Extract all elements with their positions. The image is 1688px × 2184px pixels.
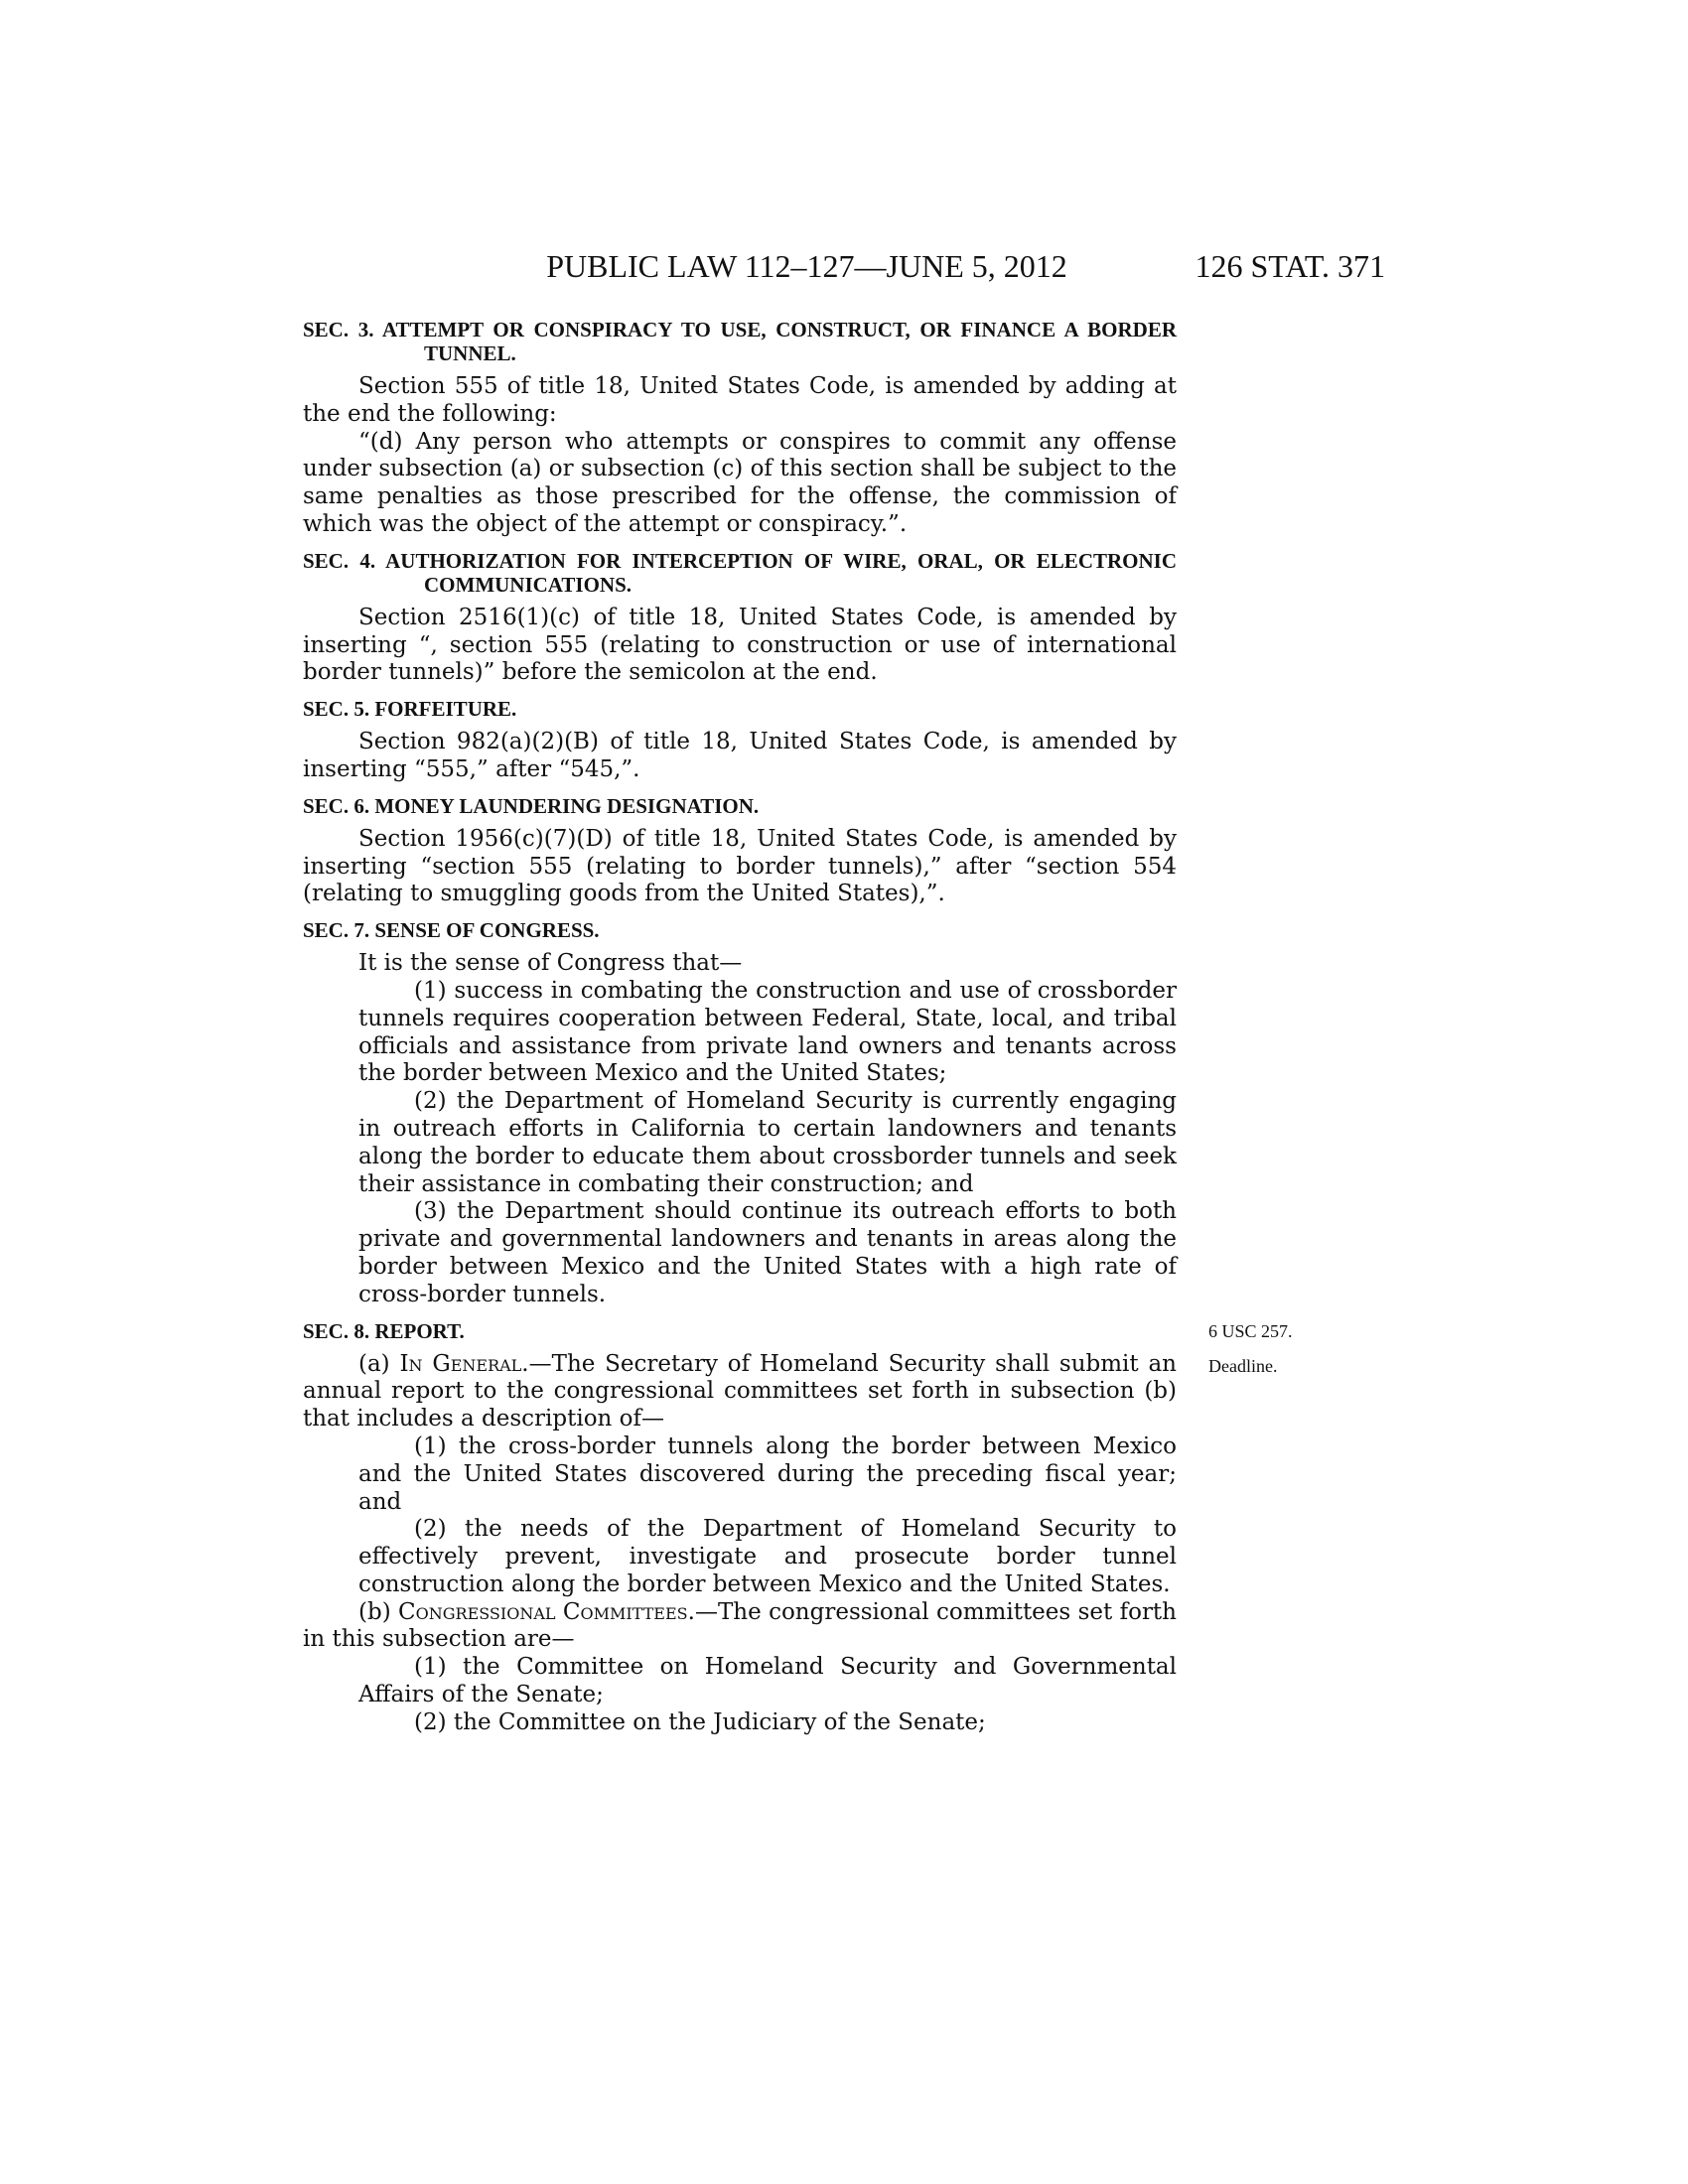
subsection-label: (b) [358,1598,399,1625]
section-6 [303,794,1177,908]
section-3 [303,318,1177,539]
list-item: (1) the cross-border tunnels along the border between Mexico and the United States discovered during the preceding fiscal year; and [358,1433,1177,1515]
subsection-text: .—The Secretary of Homeland Security shall submit an annual report to the congressional committees set forth in subsection (b) that includes a description of— [303,1350,1177,1433]
list-item: (1) the Committee on Homeland Security and Governmental Affairs of the Senate; [358,1654,1177,1708]
subsection-text: .—The congressional committees set forth in this subsection are— [303,1598,1177,1653]
section-4 [303,549,1177,687]
running-head-title: PUBLIC LAW 112–127—JUNE 5, 2012 [546,248,1067,284]
list-item: (2) the needs of the Department of Homeland Security to effectively prevent, investigate and prosecute border tunnel construction along the border between Mexico and the United States. [358,1516,1177,1597]
subsection-caption: In General [399,1350,522,1377]
subsection-label: (a) [358,1350,400,1377]
running-head [303,246,1385,286]
section-heading: SEC. 8. REPORT. [303,1318,465,1343]
section-7 [303,918,1177,1308]
section-5 [303,697,1177,784]
list-item: (3) the Department should continue its outreach efforts to both private and governmental landowners and tenants in areas along the border between Mexico and the United States with a high rate of cross-border tunnels. [358,1198,1177,1307]
subsection-caption: Congressional Committees [398,1598,688,1625]
section-paragraph: Section 2516(1)(c) of title 18, United States Code, is amended by inserting “, section 555 (relating to construction or use of international border tunnels)” before the semicolon at the end. [303,604,1177,686]
list-item: (2) the Department of Homeland Security is currently engaging in outreach efforts in California to certain landowners and tenants along the border to educate them about crossborder tunnels and seek their assistance in combating their construction; and [358,1088,1177,1197]
subsection-b [303,1599,1177,1655]
statute-page-reference: 126 STAT. 371 [1195,248,1385,284]
section-heading: SEC. 7. SENSE OF CONGRESS. [303,918,600,943]
list-item: (1) success in combating the construction and use of crossborder tunnels requires cooperation between Federal, State, local, and tribal officials and assistance from private land owners and tenants across the border between Mexico and the United States; [358,977,1177,1087]
section-heading: SEC. 3. ATTEMPT OR CONSPIRACY TO USE, CONSTRUCT, OR FINANCE A BORDER TUNNEL. [303,318,1177,365]
section-heading: SEC. 5. FORFEITURE. [303,697,517,722]
subsection-a [303,1351,1177,1433]
document-body [303,318,1177,1737]
section-8 [303,1319,1177,1737]
section-intro: It is the sense of Congress that— [358,950,743,977]
section-paragraph: Section 555 of title 18, United States Code, is amended by adding at the end the following: [303,373,1177,427]
margin-note-deadline: Deadline. [1208,1355,1278,1376]
quoted-subsection: “(d) Any person who attempts or conspires to commit any offense under subsection (a) or subsection (c) of this section shall be subject to the same penalties as those prescribed for the offense, the commission of which was the object of the attempt or conspiracy.”. [303,428,1177,537]
section-paragraph: Section 982(a)(2)(B) of title 18, United States Code, is amended by inserting “555,” after “545,”. [303,729,1177,782]
margin-note-usc-citation: 6 USC 257. [1208,1320,1293,1341]
section-paragraph: Section 1956(c)(7)(D) of title 18, United States Code, is amended by inserting “section 555 (relating to border tunnels),” after “section 554 (relating to smuggling goods from the United States),”. [303,825,1177,907]
section-heading: SEC. 4. AUTHORIZATION FOR INTERCEPTION OF WIRE, ORAL, OR ELECTRONIC COMMUNICATIONS. [303,548,1177,597]
list-item: (2) the Committee on the Judiciary of the Senate; [414,1708,986,1735]
section-heading: SEC. 6. MONEY LAUNDERING DESIGNATION. [303,793,760,818]
